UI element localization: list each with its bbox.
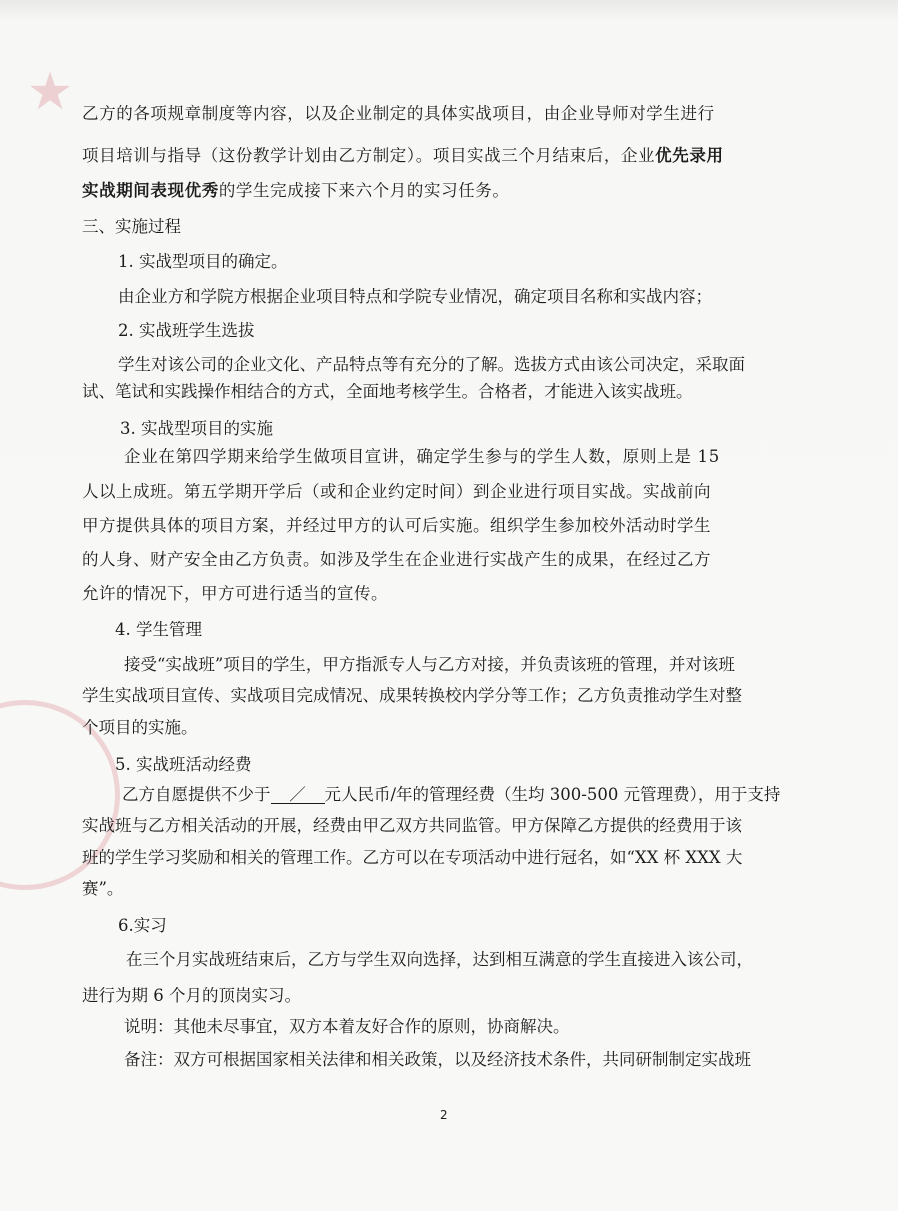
seal-star-icon: ★ [26,62,74,122]
paragraph-line: 甲方提供具体的项目方案，并经过甲方的认可后实施。组织学生参加校外活动时学生 [82,516,711,535]
item-heading: 5. 实战班活动经费 [115,755,252,774]
text-run: 乙方自愿提供不少于 [122,785,271,804]
item-heading: 2. 实战班学生选拔 [118,321,255,340]
fill-in-blank: ／ [271,786,325,804]
paragraph-line: 试、笔试和实践操作相结合的方式，全面地考核学生。合格者，才能进入该实战班。 [82,382,693,401]
item-heading: 3. 实战型项目的实施 [120,419,273,438]
paragraph-line: 由企业方和学院方根据企业项目特点和学院专业情况，确定项目名称和实战内容； [118,287,712,306]
item-heading: 1. 实战型项目的确定。 [118,252,288,271]
paragraph-line [82,148,724,165]
paragraph-line: 在三个月实战班结束后，乙方与学生双向选择，达到相互满意的学生直接进入该公司， [126,950,753,969]
paragraph-line: 学生对该公司的企业文化、产品特点等有充分的了解。选拔方式由该公司决定，采取面 [118,355,745,374]
text-run: 项目培训与指导（这份教学计划由乙方制定）。项目实战三个月结束后，企业 [82,146,656,165]
paragraph-line: 企业在第四学期来给学生做项目宣讲，确定学生参与的学生人数，原则上是 15 [124,447,720,466]
paragraph-line: 的人身、财产安全由乙方负责。如涉及学生在企业进行实战产生的成果，在经过乙方 [82,550,711,569]
text-run: 元人民币/年的管理经费（生均 300-500 元管理费），用于支持 [324,785,781,804]
paragraph-line: 学生实战项目宣传、实战项目完成情况、成果转换校内学分等工作；乙方负责推动学生对整 [82,686,742,705]
paragraph-line: 实战班与乙方相关活动的开展，经费由甲乙双方共同监管。甲方保障乙方提供的经费用于该 [82,816,742,835]
section-heading: 三、实施过程 [82,217,181,236]
paragraph-line: 个项目的实施。 [82,718,198,737]
paragraph-line [82,183,510,200]
paragraph-line [122,786,780,804]
note-line: 备注：双方可根据国家相关法律和相关政策，以及经济技术条件，共同研制制定实战班 [124,1050,751,1069]
bold-text-run: 实战期间表现优秀 [82,181,219,200]
paragraph-line: 班的学生学习奖励和相关的管理工作。乙方可以在专项活动中进行冠名，如“XX 杯 XXX 大 [82,848,743,867]
paragraph-line: 乙方的各项规章制度等内容，以及企业制定的具体实战项目，由企业导师对学生进行 [82,104,715,123]
paragraph-line: 接受“实战班”项目的学生，甲方指派专人与乙方对接，并负责该班的管理，并对该班 [124,655,735,674]
paragraph-line: 赛”。 [82,879,124,898]
bold-text-run: 优先录用 [655,146,724,165]
paragraph-line: 允许的情况下，甲方可进行适当的宣传。 [82,584,388,603]
text-run: 的学生完成接下来六个月的实习任务。 [218,181,510,200]
page-number: 2 [440,1108,448,1122]
item-heading: 6.实习 [118,916,167,935]
item-heading: 4. 学生管理 [115,620,202,639]
paragraph-line: 进行为期 6 个月的顶岗实习。 [82,986,301,1005]
note-line: 说明：其他未尽事宜，双方本着友好合作的原则，协商解决。 [124,1017,570,1036]
paragraph-line: 人以上成班。第五学期开学后（或和企业约定时间）到企业进行项目实战。实战前向 [82,482,711,501]
